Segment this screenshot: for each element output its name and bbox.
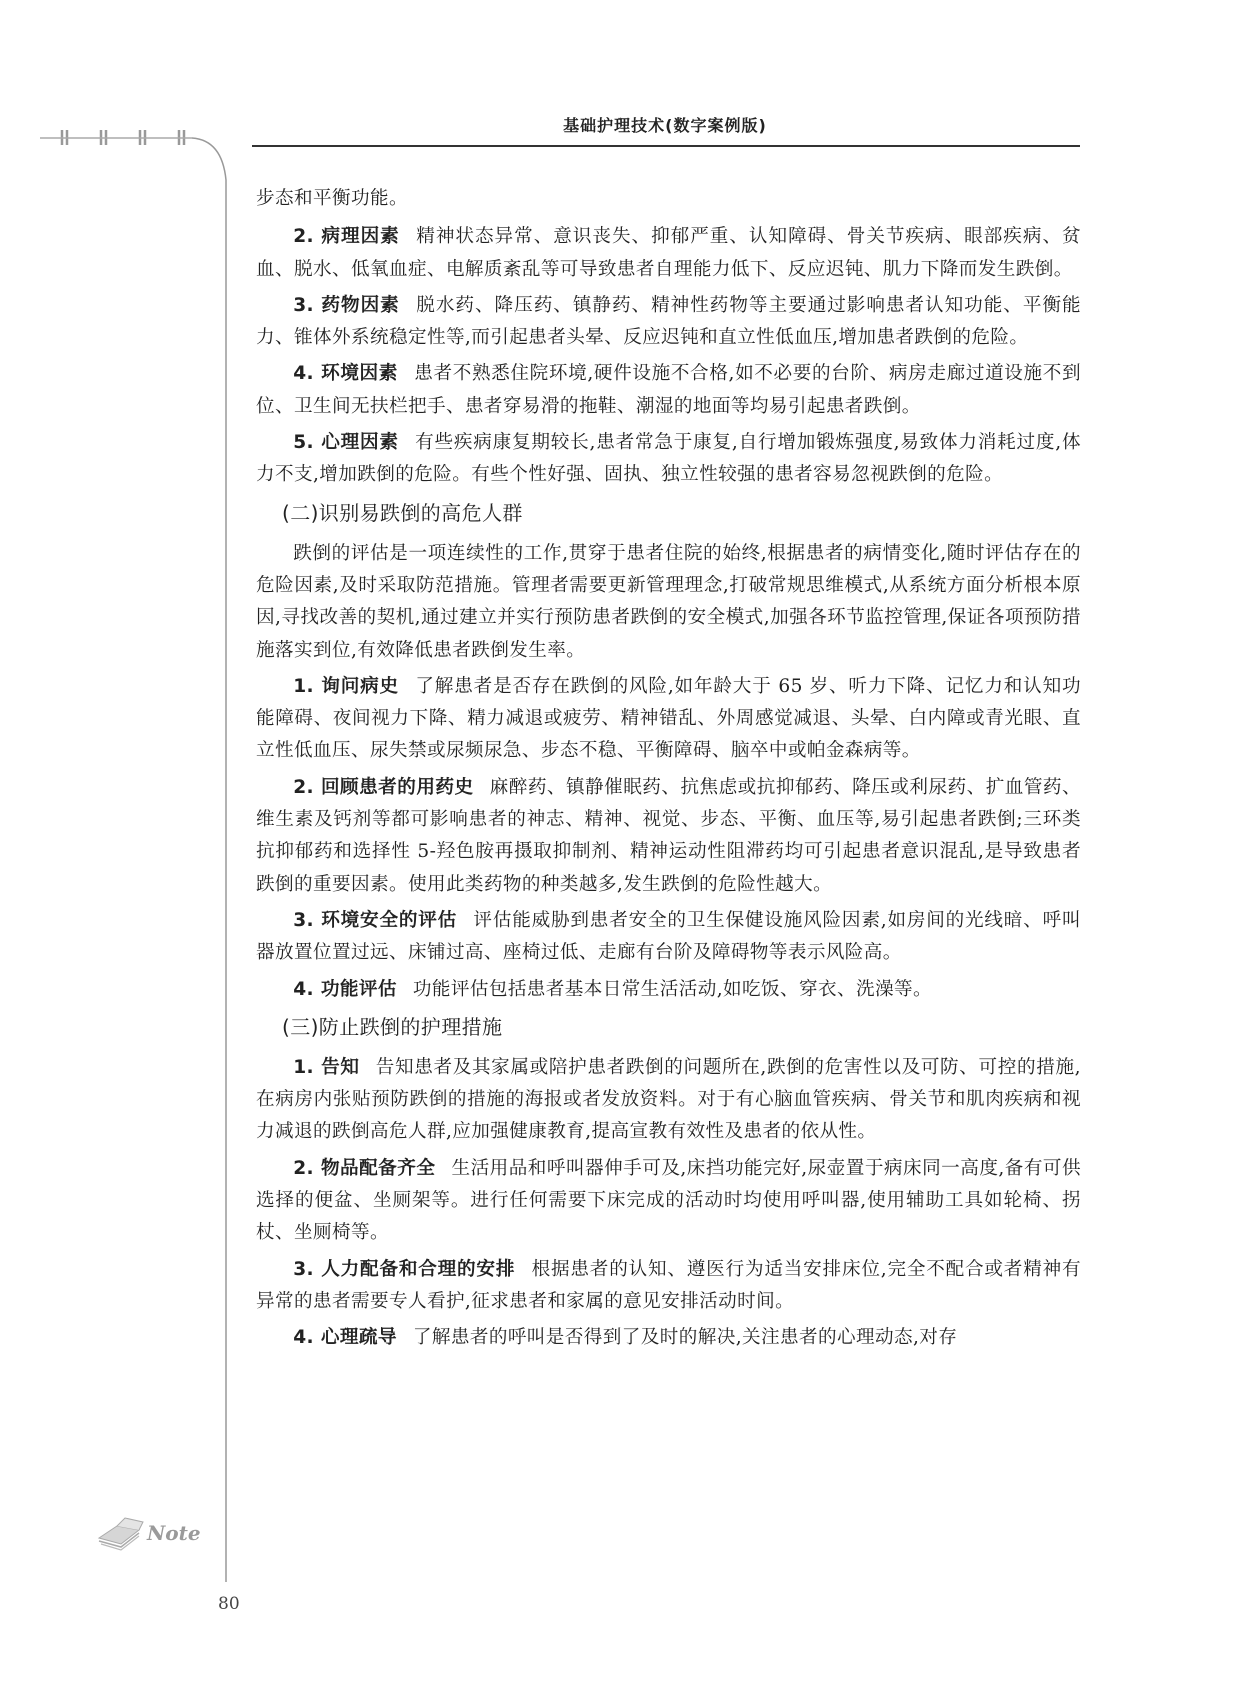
note-label: Note — [147, 1521, 201, 1545]
item-lead: 2. 病理因素 — [293, 226, 400, 248]
paragraph-continuation: 步态和平衡功能。 — [256, 188, 408, 209]
paragraph-history — [256, 671, 1081, 768]
section-heading-3: (三)防止跌倒的护理措施 — [282, 1014, 503, 1039]
section-heading-2: (二)识别易跌倒的高危人群 — [282, 500, 523, 525]
paragraph-inform — [256, 1052, 1081, 1149]
item-lead: 2. 物品配备齐全 — [293, 1157, 436, 1179]
item-text: 脱水药、降压药、镇静药、精神性药物等主要通过影响患者认知功能、平衡能力、锥体外系统稳定性等,而引起患者头晕、反应迟钝和直立性低血压,增加患者跌倒的危险。 — [256, 294, 1082, 349]
item-lead: 2. 回顾患者的用药史 — [293, 776, 474, 798]
paragraph-counseling — [256, 1322, 1081, 1354]
paragraph-staffing — [256, 1254, 1081, 1319]
paragraph-assessment-intro: 跌倒的评估是一项连续性的工作,贯穿于患者住院的始终,根据患者的病情变化,随时评估存在的危险因素,及时采取防范措施。管理者需要更新管理理念,打破常规思维模式,从系统方面分析根本原因,寻找改善的契机,通过建立并实行预防患者跌倒的安全模式,加强各环节监控管理,保证各项预防措施落实到位,有效降低患者跌倒发生率。 — [256, 542, 1081, 661]
item-lead: 3. 人力配备和合理的安排 — [293, 1258, 516, 1280]
paragraph-psychology — [256, 427, 1081, 492]
item-text: 患者不熟悉住院环境,硬件设施不合格,如不必要的台阶、病房走廊过道设施不到位、卫生间无扶栏把手、患者穿易滑的拖鞋、潮湿的地面等均易引起患者跌倒。 — [256, 363, 1081, 417]
item-text: 告知患者及其家属或陪护患者跌倒的问题所在,跌倒的危害性以及可防、可控的措施,在病房内张贴预防跌倒的措施的海报或者发放资料。对于有心脑血管疾病、骨关节和肌肉疾病和视力减退的跌倒高危人群,应加强健康教育,提高宣教有效性及患者的依从性。 — [256, 1056, 1081, 1143]
item-lead: 4. 心理疏导 — [293, 1327, 397, 1349]
paragraph-supplies — [256, 1153, 1081, 1250]
item-lead: 3. 环境安全的评估 — [293, 909, 458, 931]
margin-decoration — [0, 0, 240, 1590]
item-text: 麻醉药、镇静催眠药、抗焦虑或抗抑郁药、降压或利尿药、扩血管药、维生素及钙剂等都可影响患者的神志、精神、视觉、步态、平衡、血压等,易引起患者跌倒;三环类抗抑郁药和选择性 5-羟色胺再摄取抑制剂、精神运动性阻滞药均可引起患者意识混乱,是导致患者跌倒的重要因素。使用此类药物的种类越多,发生跌倒的危险性越大。 — [256, 776, 1082, 895]
item-lead: 4. 功能评估 — [293, 978, 397, 1000]
item-lead: 4. 环境因素 — [293, 363, 399, 385]
note-logo — [95, 1508, 205, 1558]
item-text: 了解患者的呼叫是否得到了及时的解决,关注患者的心理动态,对存 — [412, 1327, 958, 1349]
item-text: 根据患者的认知、遵医行为适当安排床位,完全不配合或者精神有异常的患者需要专人看护,征求患者和家属的意见安排活动时间。 — [256, 1258, 1081, 1312]
header-rule — [252, 145, 1080, 147]
paragraph-env-safety — [256, 905, 1081, 970]
item-lead: 1. 询问病史 — [293, 675, 399, 697]
paragraph-drug — [256, 290, 1081, 355]
item-text: 有些疾病康复期较长,患者常急于康复,自行增加锻炼强度,易致体力消耗过度,体力不支,增加跌倒的危险。有些个性好强、固执、独立性较强的患者容易忽视跌倒的危险。 — [256, 432, 1081, 486]
paragraph-medication — [256, 772, 1081, 901]
page-number: 80 — [218, 1594, 240, 1614]
running-header-title: 基础护理技术(数字案例版) — [563, 116, 767, 135]
paragraph-environment — [256, 358, 1081, 423]
item-text: 评估能威胁到患者安全的卫生保健设施风险因素,如房间的光线暗、呼叫器放置位置过远、床铺过高、座椅过低、走廊有台阶及障碍物等表示风险高。 — [256, 909, 1081, 964]
item-lead: 5. 心理因素 — [293, 432, 399, 454]
paragraph-pathology — [256, 221, 1081, 286]
paragraph-function — [256, 974, 1081, 1006]
item-lead: 3. 药物因素 — [293, 294, 400, 316]
book-icon — [95, 1508, 205, 1554]
item-text: 了解患者是否存在跌倒的风险,如年龄大于 65 岁、听力下降、记忆力和认知功能障碍、夜间视力下降、精力减退或疲劳、精神错乱、外周感觉减退、头晕、白内障或青光眼、直立性低血压、尿失禁或尿频尿急、步态不稳、平衡障碍、脑卒中或帕金森病等。 — [256, 675, 1081, 762]
item-lead: 1. 告知 — [293, 1056, 360, 1078]
item-text: 功能评估包括患者基本日常生活活动,如吃饭、穿衣、洗澡等。 — [412, 978, 932, 1000]
item-text: 生活用品和呼叫器伸手可及,床挡功能完好,尿壶置于病床同一高度,备有可供选择的便盆、坐厕架等。进行任何需要下床完成的活动时均使用呼叫器,使用辅助工具如轮椅、拐杖、坐厕椅等。 — [256, 1157, 1082, 1244]
item-text: 精神状态异常、意识丧失、抑郁严重、认知障碍、骨关节疾病、眼部疾病、贫血、脱水、低氧血症、电解质紊乱等可导致患者自理能力低下、反应迟钝、肌力下降而发生跌倒。 — [256, 226, 1082, 280]
page-body — [256, 183, 1081, 1359]
